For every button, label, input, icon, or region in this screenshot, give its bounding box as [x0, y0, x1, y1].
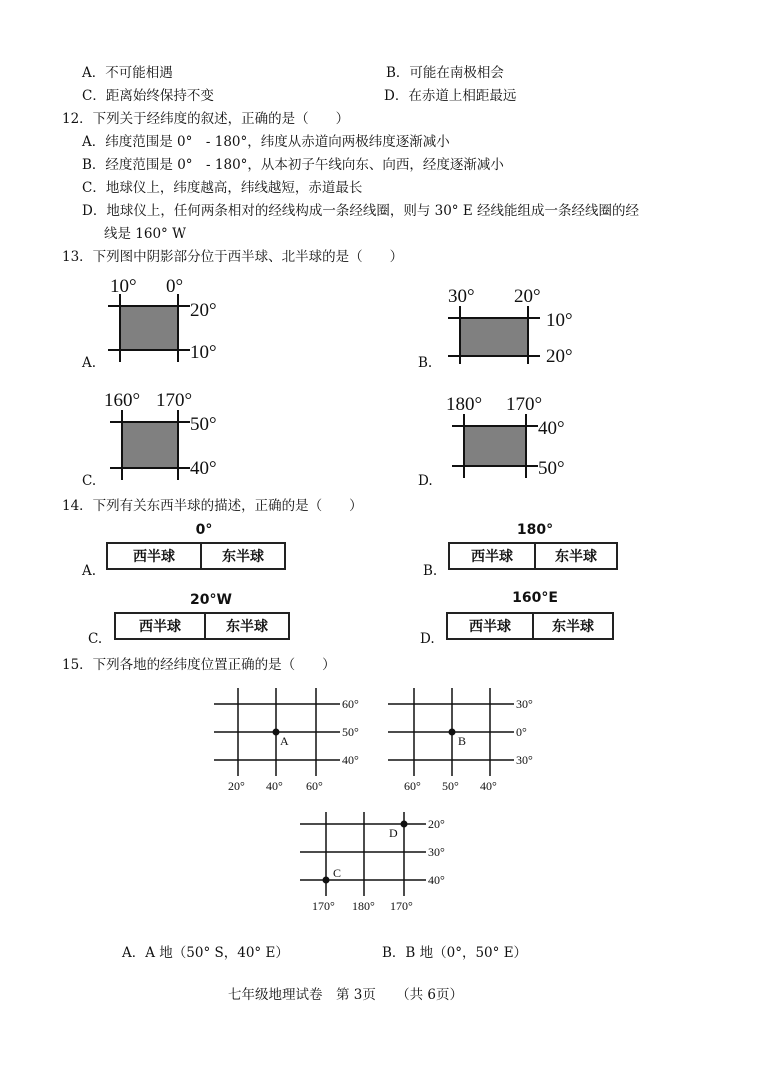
q14-letter-d: D.: [420, 631, 435, 647]
lon-label: 60°: [306, 779, 323, 793]
point-d-marker: [401, 821, 408, 828]
lat-label: 50°: [342, 725, 359, 739]
q13-letter-c: C.: [82, 473, 97, 489]
west-hemisphere-label: 西半球: [469, 619, 511, 635]
q15-stem: 15．下列各地的经纬度位置正确的是（ ）: [62, 657, 336, 673]
lat-label: 50°: [538, 458, 565, 479]
hemi-degree: 180°: [516, 522, 554, 538]
lat-label: 60°: [342, 697, 359, 711]
q15-option-b: B．B 地（0°，50° E）: [382, 945, 528, 961]
point-label: C: [333, 866, 342, 880]
lon-label: 170°: [506, 394, 543, 415]
q14-figure-a: [106, 542, 286, 570]
lat-label: 40°: [342, 753, 359, 767]
hemi-degree: 160°E: [512, 590, 558, 606]
shaded-region: [460, 318, 528, 356]
lon-label: 20°: [228, 779, 245, 793]
q13-figure-c: [104, 388, 244, 484]
east-hemisphere-label: 东半球: [200, 544, 284, 568]
q14-figure-d: [446, 612, 614, 640]
lon-label: 30°: [448, 286, 475, 307]
lon-label: 50°: [442, 779, 459, 793]
east-hemisphere-label: 东半球: [534, 544, 616, 568]
lat-label: 30°: [516, 753, 533, 767]
lon-label: 20°: [514, 286, 541, 307]
q12-option-d-cont: 线是 160° W: [104, 226, 186, 242]
q13-letter-b: B.: [418, 355, 433, 371]
q15-option-a: A．A 地（50° S，40° E）: [122, 945, 289, 961]
q12-option-c: C．地球仪上，纬度越高，纬线越短，赤道最长: [82, 180, 363, 196]
q15-grid-cd: [296, 808, 466, 918]
lon-label: 60°: [404, 779, 421, 793]
hemi-degree: 20°W: [190, 592, 232, 608]
lat-label: 40°: [538, 418, 565, 439]
lon-label: 180°: [352, 899, 375, 913]
west-hemisphere-label: 西半球: [139, 619, 181, 635]
q11-option-b: B．可能在南极相会: [386, 65, 504, 81]
point-label: A: [280, 734, 289, 748]
q14-stem: 14．下列有关东西半球的描述，正确的是（ ）: [62, 498, 363, 514]
q14-figure-b: [448, 542, 618, 570]
lat-label: 10°: [190, 342, 217, 363]
lon-label: 170°: [390, 899, 413, 913]
q11-option-c: C．距离始终保持不变: [82, 88, 214, 104]
point-a-marker: [273, 729, 280, 736]
q12-option-a: A．纬度范围是 0° - 180°，纬度从赤道向两极纬度逐渐减小: [82, 134, 450, 150]
lat-label: 10°: [546, 310, 573, 331]
lat-label: 20°: [428, 817, 445, 831]
point-label: B: [458, 734, 467, 748]
q15-grid-b: [384, 684, 544, 796]
lat-label: 30°: [428, 845, 445, 859]
lat-label: 30°: [516, 697, 533, 711]
q12-option-b: B．经度范围是 0° - 180°，从本初子午线向东、向西，经度逐渐减小: [82, 157, 504, 173]
lat-label: 20°: [190, 300, 217, 321]
lat-label: 20°: [546, 346, 573, 367]
q13-figure-b: [440, 284, 600, 368]
point-b-marker: [449, 729, 456, 736]
q15-grid-a: [210, 684, 370, 796]
lat-label: 50°: [190, 414, 217, 435]
q13-letter-d: D.: [418, 473, 433, 489]
lon-label: 160°: [104, 390, 141, 411]
east-hemisphere-label: 东半球: [532, 614, 612, 638]
lon-label: 40°: [266, 779, 283, 793]
lon-label: 0°: [166, 276, 184, 297]
q11-option-a: A．不可能相遇: [82, 65, 173, 81]
lon-label: 170°: [312, 899, 335, 913]
q13-figure-a: [100, 276, 240, 366]
lon-label: 170°: [156, 390, 193, 411]
lon-label: 10°: [110, 276, 137, 297]
q13-figure-d: [446, 392, 596, 484]
page-footer: 七年级地理试卷 第 3页 （共 6页）: [228, 987, 464, 1003]
east-hemisphere-label: 东半球: [204, 614, 288, 638]
lat-label: 0°: [516, 725, 527, 739]
lon-label: 40°: [480, 779, 497, 793]
q14-letter-a: A.: [82, 563, 97, 579]
q14-letter-b: B.: [423, 563, 438, 579]
point-c-marker: [323, 877, 330, 884]
q13-letter-a: A.: [82, 355, 97, 371]
lon-label: 180°: [446, 394, 483, 415]
q14-figure-c: [114, 612, 290, 640]
hemi-degree: 0°: [195, 522, 213, 538]
lat-label: 40°: [428, 873, 445, 887]
shaded-region: [122, 422, 178, 468]
point-label: D: [389, 826, 398, 840]
west-hemisphere-label: 西半球: [471, 549, 513, 565]
shaded-region: [464, 426, 526, 466]
q12-option-d: D．地球仪上，任何两条相对的经线构成一条经线圈，则与 30° E 经线能组成一条经线圈的经: [82, 203, 639, 219]
lat-label: 40°: [190, 458, 217, 479]
q12-stem: 12．下列关于经纬度的叙述，正确的是（ ）: [62, 111, 350, 127]
q13-stem: 13．下列图中阴影部分位于西半球、北半球的是（ ）: [62, 249, 404, 265]
q11-option-d: D．在赤道上相距最远: [384, 88, 517, 104]
west-hemisphere-label: 西半球: [133, 549, 175, 565]
shaded-region: [120, 306, 178, 350]
q14-letter-c: C.: [88, 631, 103, 647]
